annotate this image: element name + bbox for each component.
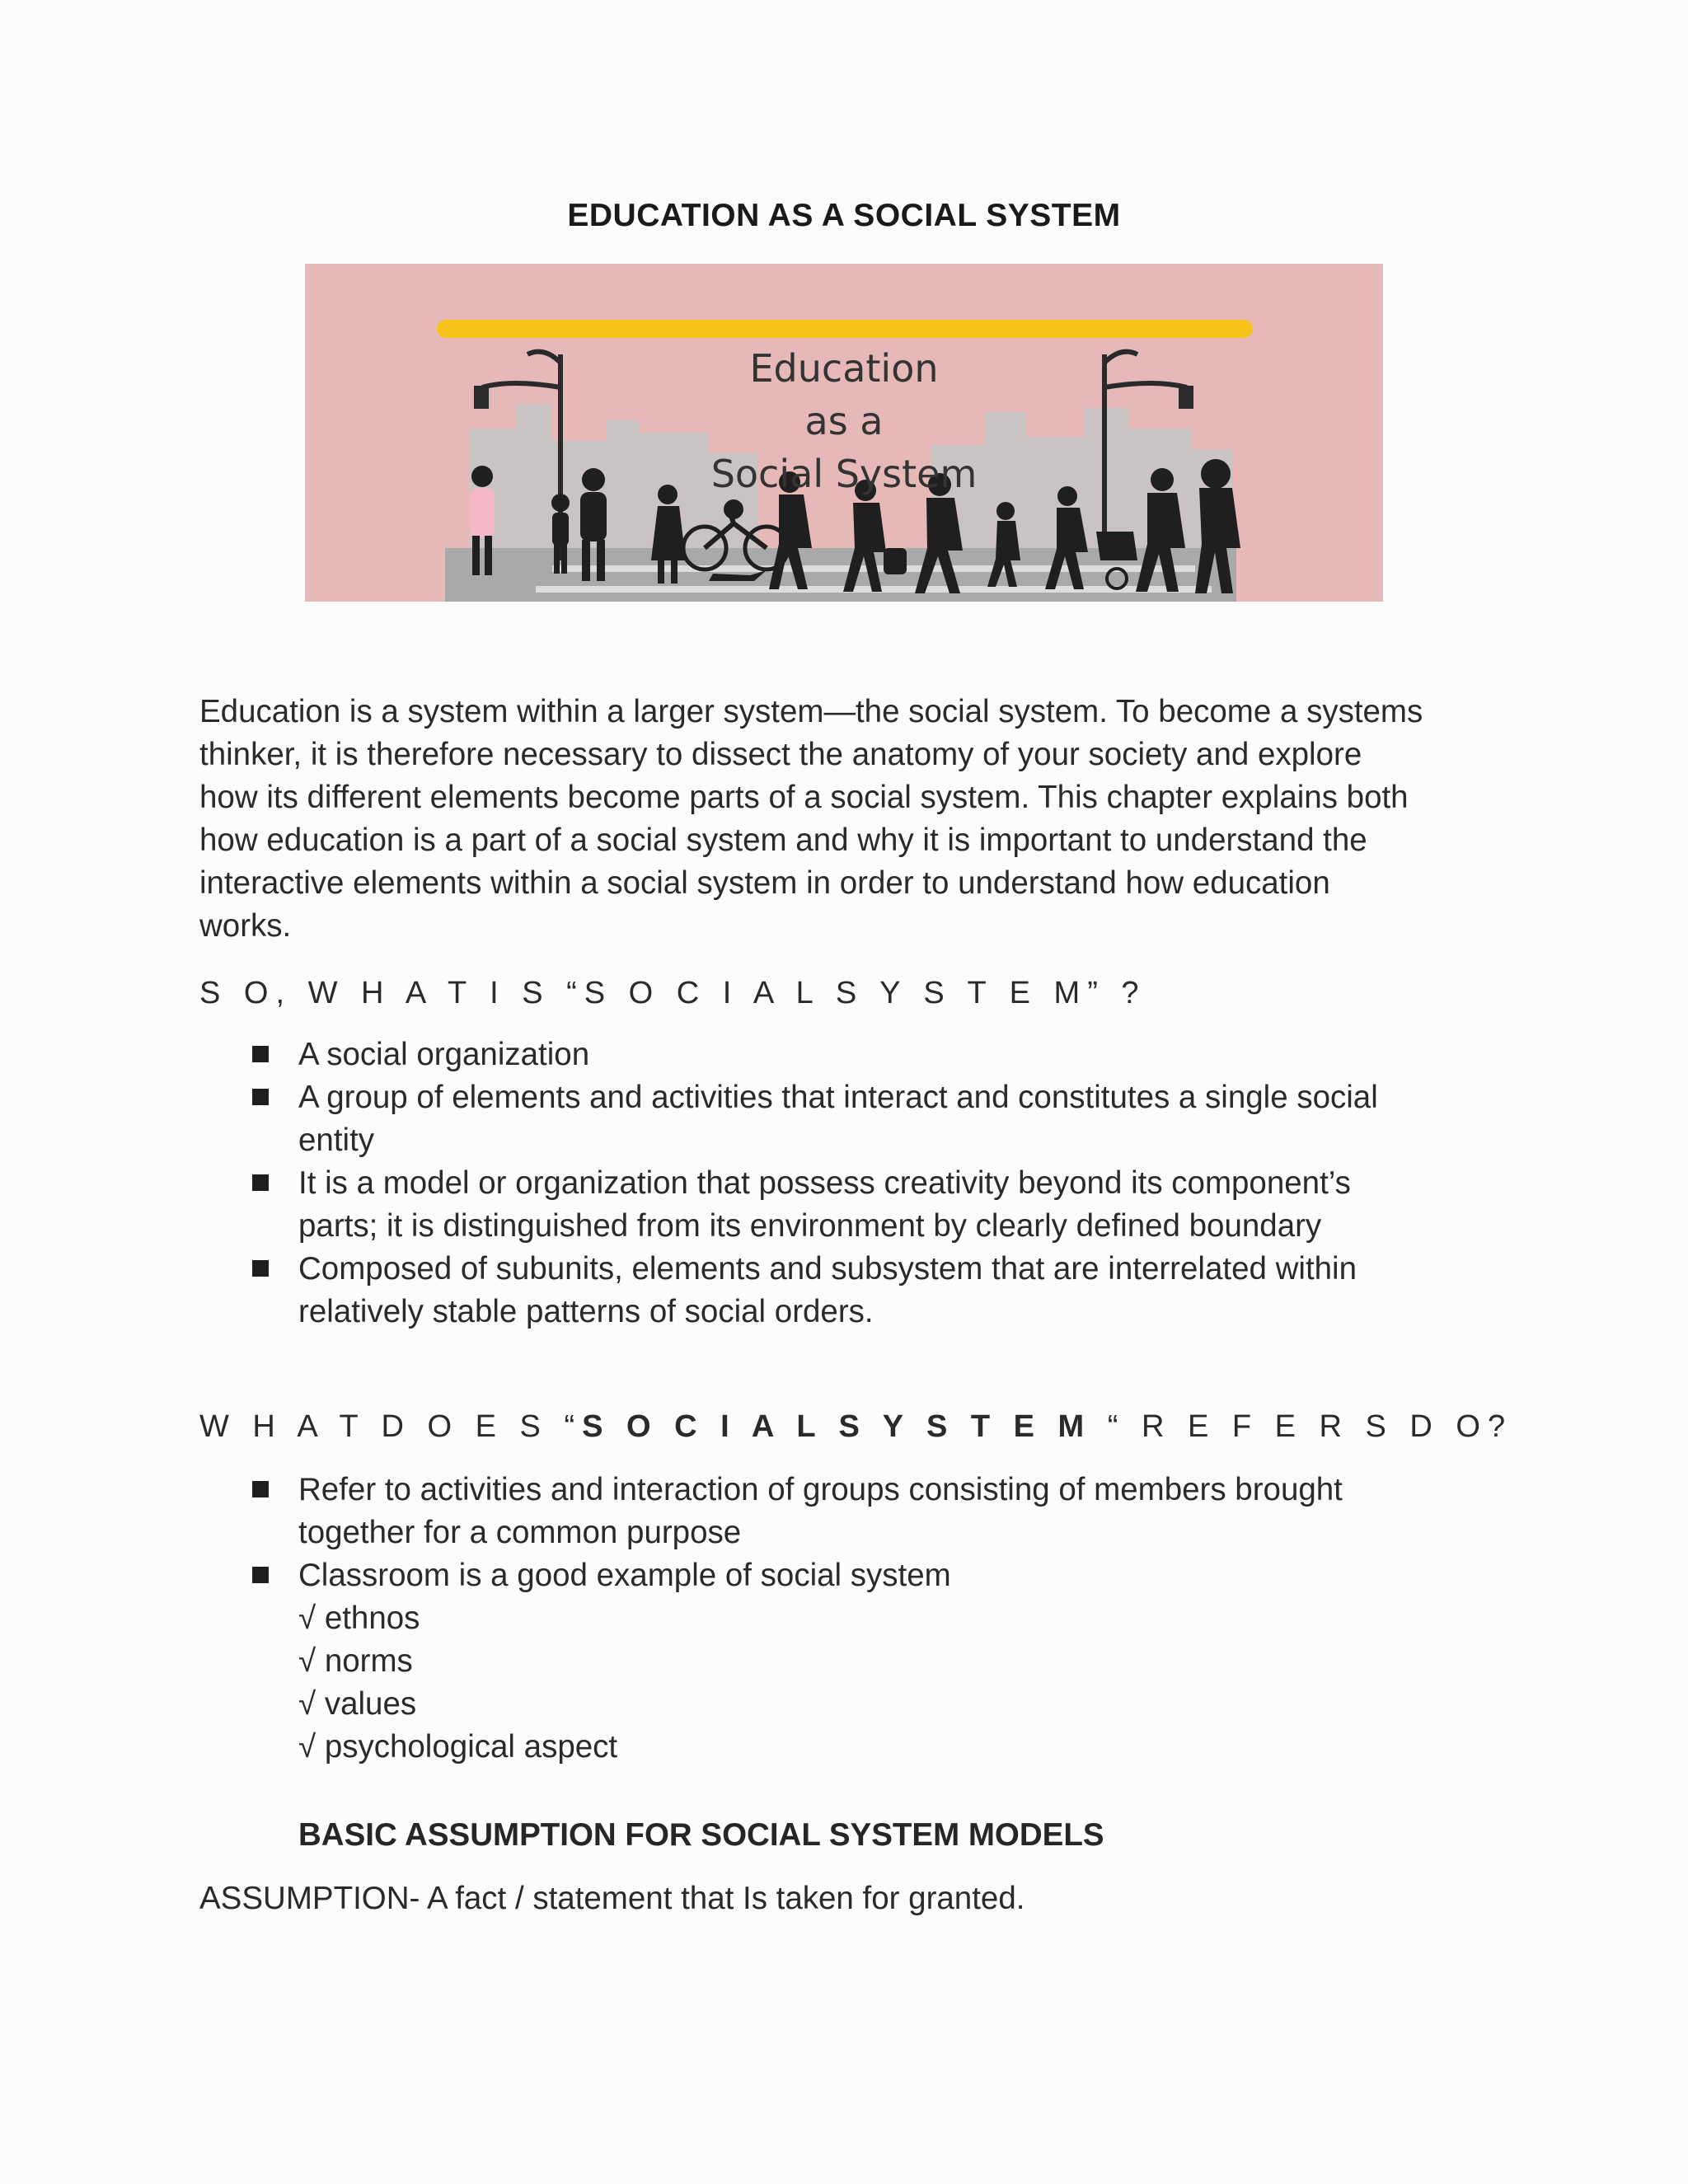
intro-line: how education is a part of a social system and why it is important to understand the xyxy=(199,823,1367,858)
intro-line: thinker, it is therefore necessary to dissect the anatomy of your society and explore xyxy=(199,737,1362,772)
classroom-elements-checklist xyxy=(298,1597,617,1769)
intro-line: how its different elements become parts of a social system. This chapter explains both xyxy=(199,780,1409,815)
list-item: Composed of subunits, elements and subsystem that are interrelated within relatively stable patterns of social orders. xyxy=(249,1248,1502,1333)
section1-bullet-list xyxy=(249,1033,1502,1333)
list-item: Refer to activities and interaction of groups consisting of members brought together for a common purpose xyxy=(249,1469,1502,1554)
check-item: √ norms xyxy=(298,1643,413,1679)
section2-heading: W H A T D O E S “S O C I A L S Y S T E M “ R E F E R S D O? xyxy=(199,1409,1513,1444)
square-bullet-icon xyxy=(252,1260,269,1277)
document-title: EDUCATION AS A SOCIAL SYSTEM xyxy=(567,198,1121,233)
check-item: √ psychological aspect xyxy=(298,1729,618,1765)
check-item: √ values xyxy=(298,1686,417,1722)
square-bullet-icon xyxy=(252,1174,269,1191)
banner-title-line2: as a xyxy=(804,399,884,443)
list-item: It is a model or organization that possess creativity beyond its component’s parts; it is distinguished from its environment by clearly defined boundary xyxy=(249,1162,1502,1248)
check-item: √ ethnos xyxy=(298,1601,420,1636)
basic-assumption-heading: BASIC ASSUMPTION FOR SOCIAL SYSTEM MODELS xyxy=(298,1817,1104,1853)
list-item: A group of elements and activities that interact and constitutes a single social entity xyxy=(249,1076,1502,1162)
banner-title-line1: Education xyxy=(749,346,939,391)
banner-title-line3: Social System xyxy=(710,452,978,496)
intro-paragraph xyxy=(199,691,1493,948)
section2-heading-bold: S O C I A L S Y S T E M xyxy=(582,1409,1092,1444)
square-bullet-icon xyxy=(252,1481,269,1497)
banner-image xyxy=(305,264,1383,602)
intro-line: Education is a system within a larger system—the social system. To become a systems xyxy=(199,694,1423,729)
square-bullet-icon xyxy=(252,1567,269,1583)
intro-line: interactive elements within a social system in order to understand how education xyxy=(199,865,1330,901)
list-item: Classroom is a good example of social system xyxy=(249,1554,1502,1597)
section1-heading: S O, W H A T I S “S O C I A L S Y S T E M” ? xyxy=(199,976,1146,1010)
section2-bullet-list xyxy=(249,1469,1502,1597)
list-item: A social organization xyxy=(249,1033,1502,1076)
square-bullet-icon xyxy=(252,1089,269,1105)
assumption-definition: ASSUMPTION- A fact / statement that Is taken for granted. xyxy=(199,1881,1025,1916)
intro-line: works. xyxy=(199,908,292,944)
banner-yellow-bar xyxy=(437,320,1253,338)
square-bullet-icon xyxy=(252,1046,269,1062)
